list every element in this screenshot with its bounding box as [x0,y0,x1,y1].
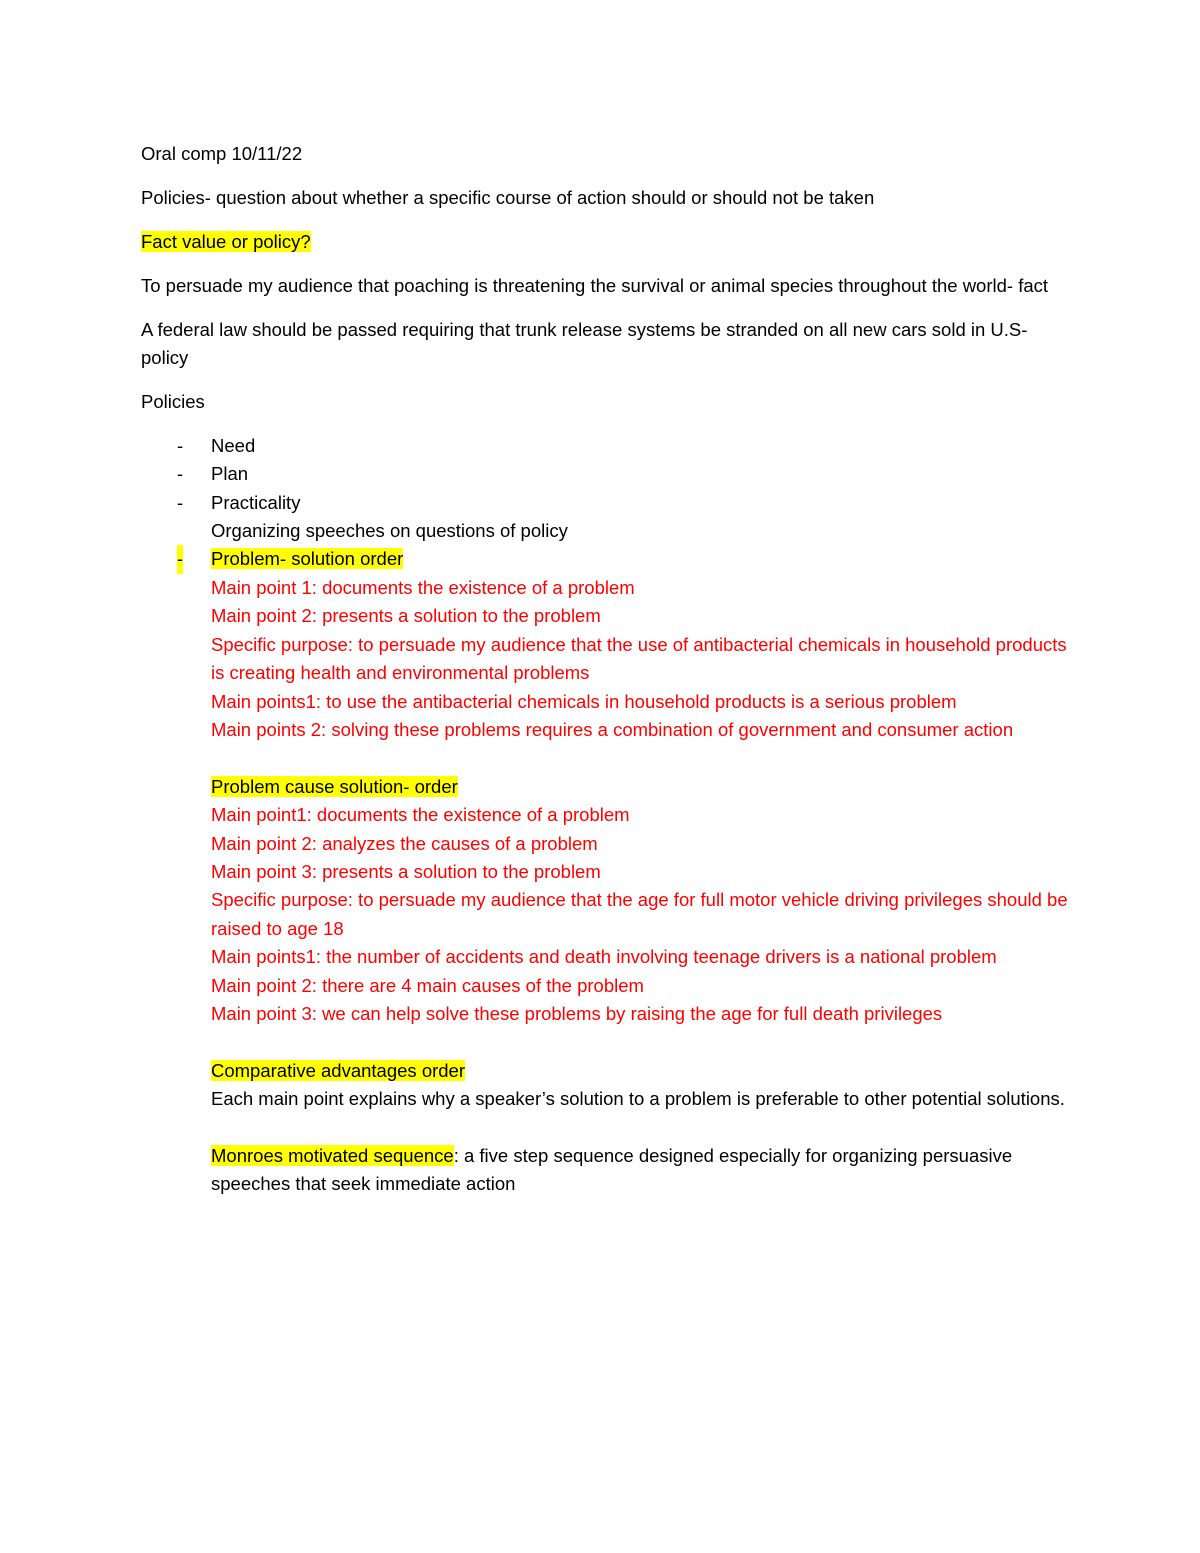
comparative-section [141,1057,1071,1114]
policies-definition: Policies- question about whether a specific course of action should or should not be taken [141,186,875,208]
dash-bullet: - [177,491,184,513]
example-fact: To persuade my audience that poaching is threatening the survival or animal species throughout the world- fact [141,274,1049,296]
comparative-heading: Comparative advantages order [211,1059,466,1081]
problem-cause-solution-line: Main point 2: there are 4 main causes of the problem [211,974,644,996]
problem-solution-line: Main points 2: solving these problems requires a combination of government and consumer action [211,718,1014,740]
list-item [141,460,1071,488]
problem-cause-solution-line: Main point 3: we can help solve these problems by raising the age for full death privileges [211,1002,943,1024]
problem-solution-line: Main points1: to use the antibacterial chemicals in household products is a serious problem [211,690,957,712]
policy-item-need: Need [211,434,256,456]
problem-solution-heading: Problem- solution order [211,548,404,570]
problem-cause-solution-line: Main points1: the number of accidents and death involving teenage drivers is a national problem [211,946,997,968]
problem-solution-line: Specific purpose: to persuade my audience that the use of antibacterial chemicals in household products is creating health and environmental problems [211,633,1067,684]
problem-cause-solution-line: Main point 3: presents a solution to the problem [211,860,601,882]
monroe-section [141,1142,1071,1199]
comparative-text: Each main point explains why a speaker’s solution to a problem is preferable to other potential solutions. [211,1088,1065,1110]
monroe-text: : a five step sequence designed especially for organizing persuasive speeches that seek immediate action [211,1144,1013,1195]
document-body [141,140,1071,1199]
problem-cause-solution-lines [211,801,1071,1028]
problem-cause-solution-heading: Problem cause solution- order [211,775,458,797]
policy-item-practicality: Practicality [211,491,301,513]
spacer [141,1114,1071,1142]
problem-solution-line: Main point 2: presents a solution to the problem [211,605,601,627]
organizing-heading: Organizing speeches on questions of policy [211,520,568,542]
list-item [141,432,1071,460]
question-heading [141,228,1071,256]
spacer [141,744,1071,772]
dash-bullet: - [177,434,184,456]
policy-item-plan: Plan [211,463,249,485]
problem-solution-section [141,574,1071,744]
problem-cause-solution-heading-line [211,773,1071,801]
list-item [141,545,1071,573]
problem-cause-solution-line: Main point 2: analyzes the causes of a problem [211,832,598,854]
document-title: Oral comp 10/11/22 [141,143,303,164]
problem-cause-solution-line: Main point1: documents the existence of a problem [211,804,630,826]
question-heading-highlight: Fact value or policy? [141,230,311,252]
policy-list [141,432,1071,574]
comparative-heading-line [211,1057,1071,1085]
dash-bullet: - [177,545,183,573]
example-policy: A federal law should be passed requiring that trunk release systems be stranded on all new cars sold in U.S- policy [141,318,1028,369]
problem-solution-line: Main point 1: documents the existence of a problem [211,576,635,598]
dash-bullet: - [177,463,184,485]
spacer [141,1028,1071,1056]
policies-heading: Policies [141,390,205,412]
list-item [141,517,1071,545]
monroe-paragraph [211,1142,1071,1199]
list-item [141,489,1071,517]
problem-cause-solution-section [141,773,1071,1029]
monroe-heading: Monroes motivated sequence [211,1144,454,1166]
problem-cause-solution-line: Specific purpose: to persuade my audience that the age for full motor vehicle driving privileges should be raised to age 18 [211,889,1068,939]
